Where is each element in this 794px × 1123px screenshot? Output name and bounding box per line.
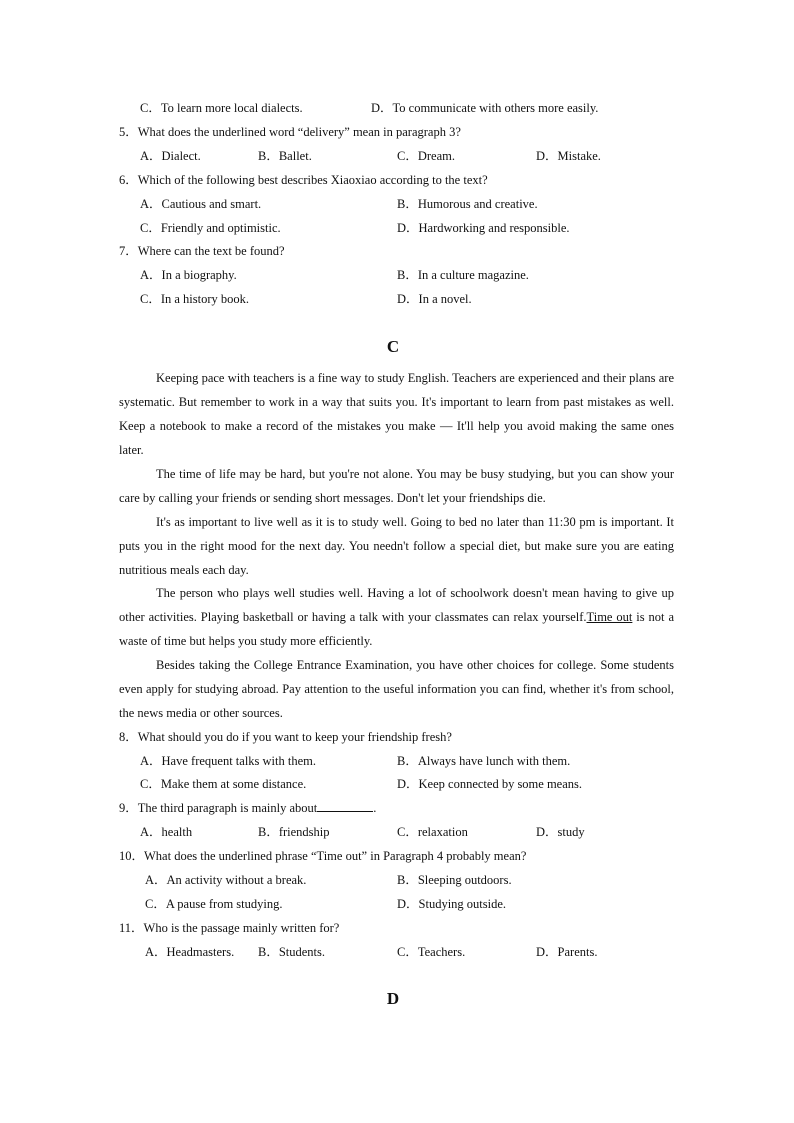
q5-option-c: C．Dream.: [397, 149, 455, 163]
underlined-phrase-time-out: Time out: [586, 610, 633, 624]
q8-option-b: B．Always have lunch with them.: [397, 754, 571, 768]
q7-option-d: D．In a novel.: [397, 292, 472, 306]
passage-c-paragraph-3: It's as important to live well as it is to study well. Going to bed no later than 11:30 pm is important. It puts you in the right mood for the next day. You needn't follow a special diet, but make sure you are eating nutritious meals each day.: [119, 515, 674, 577]
passage-c-paragraph-2: The time of life may be hard, but you're not alone. You may be busy studying, but you can show your care by calling your friends or sending short messages. Don't let your friendships die.: [119, 467, 674, 505]
q11-option-b: B．Students.: [258, 945, 326, 959]
q4-option-d: D．To communicate with others more easily.: [371, 101, 599, 115]
q8-option-c: C．Make them at some distance.: [140, 777, 307, 791]
q10-option-d: D．Studying outside.: [397, 897, 507, 911]
passage-c-paragraph-4: [119, 581, 674, 653]
paragraph-4-text-end: is not a waste of time but helps you study more efficiently.: [119, 610, 674, 648]
q11-option-a: A．Headmasters.: [145, 945, 235, 959]
q8-stem: 8．What should you do if you want to keep your friendship fresh?: [119, 730, 452, 744]
q7-option-b: B．In a culture magazine.: [397, 268, 529, 282]
q8-option-a: A．Have frequent talks with them.: [140, 754, 316, 768]
q9-option-d: D．study: [536, 825, 585, 839]
q6-option-d: D．Hardworking and responsible.: [397, 221, 570, 235]
section-c-heading: C: [386, 337, 400, 356]
q9-option-b: B．friendship: [258, 825, 330, 839]
q7-option-c: C．In a history book.: [140, 292, 250, 306]
q6-option-a: A．Cautious and smart.: [140, 197, 262, 211]
q9-stem-end: .: [373, 801, 377, 815]
q6-stem: 6．Which of the following best describes Xiaoxiao according to the text?: [119, 173, 488, 187]
passage-c-paragraph-1: Keeping pace with teachers is a fine way to study English. Teachers are experienced and their plans are systematic. But remember to work in a way that suits you. It's important to learn from past mistakes as well. Keep a notebook to make a record of the mistakes you make — It'll help you avoid making the same ones later.: [119, 371, 674, 457]
q9-stem: [119, 800, 376, 816]
paragraph-4-text-start: The person who plays well studies well. Having a lot of schoolwork doesn't mean having to give up other activities. Playing basketball or having a talk with your classmates can relax yourself.: [119, 586, 674, 624]
q11-stem: 11．Who is the passage mainly written for?: [119, 921, 340, 935]
q5-option-d: D．Mistake.: [536, 149, 601, 163]
q4-option-c: C．To learn more local dialects.: [140, 101, 303, 115]
section-d-heading: D: [386, 989, 400, 1008]
q10-option-c: C．A pause from studying.: [145, 897, 283, 911]
q8-option-d: D．Keep connected by some means.: [397, 777, 583, 791]
q7-stem: 7．Where can the text be found?: [119, 244, 285, 258]
q7-option-a: A．In a biography.: [140, 268, 237, 282]
q9-option-a: A．health: [140, 825, 193, 839]
q9-option-c: C．relaxation: [397, 825, 468, 839]
q6-option-b: B．Humorous and creative.: [397, 197, 538, 211]
q11-option-d: D．Parents.: [536, 945, 598, 959]
q5-stem: 5．What does the underlined word “delivery” mean in paragraph 3?: [119, 125, 461, 139]
answer-blank: [317, 800, 373, 812]
q5-option-b: B．Ballet.: [258, 149, 312, 163]
passage-c-paragraph-5: Besides taking the College Entrance Examination, you have other choices for college. Some students even apply for studying abroad. Pay attention to the useful information you can find, whether it's from school, the news media or other sources.: [119, 658, 674, 720]
q5-option-a: A．Dialect.: [140, 149, 201, 163]
q10-stem: 10．What does the underlined phrase “Time out” in Paragraph 4 probably mean?: [119, 849, 527, 863]
q9-stem-text: 9．The third paragraph is mainly about: [119, 801, 318, 815]
q6-option-c: C．Friendly and optimistic.: [140, 221, 281, 235]
q10-option-a: A．An activity without a break.: [145, 873, 307, 887]
q11-option-c: C．Teachers.: [397, 945, 466, 959]
q10-option-b: B．Sleeping outdoors.: [397, 873, 512, 887]
